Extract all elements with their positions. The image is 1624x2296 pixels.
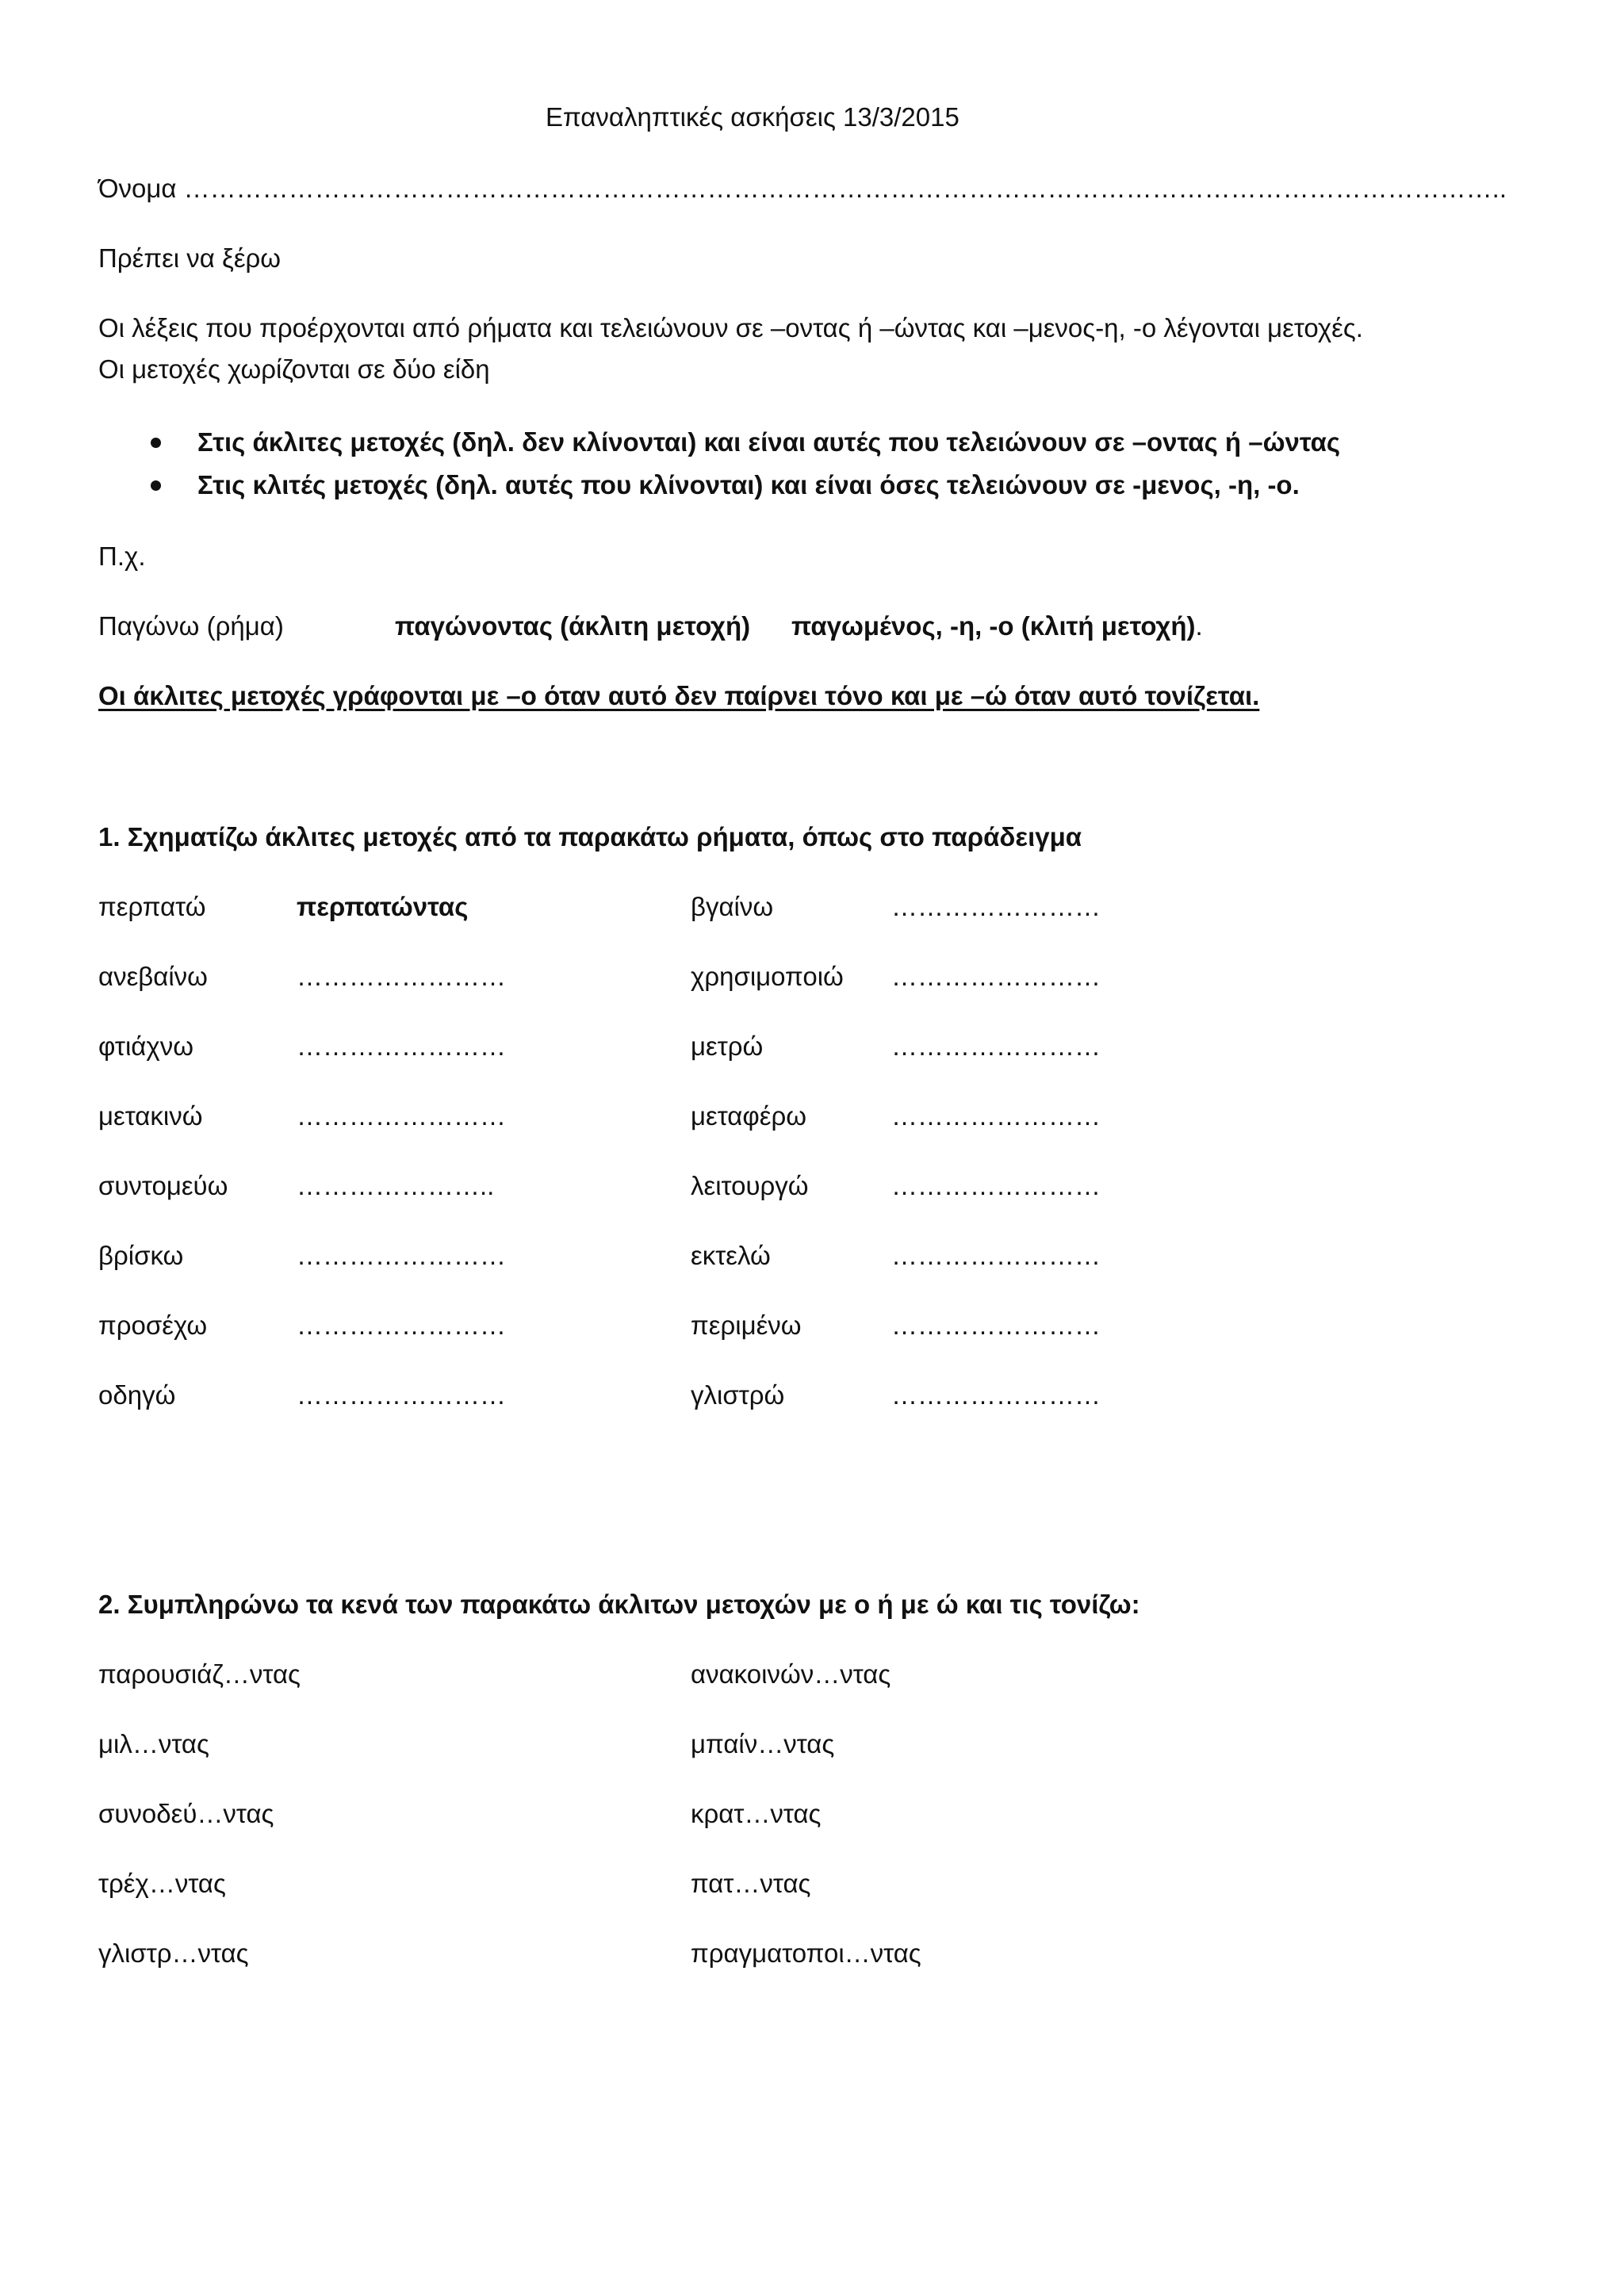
- exercise-1-answer-left: …………………..: [297, 1171, 495, 1200]
- exercise-1-verb-left: φτιάχνω: [98, 1031, 193, 1061]
- know-heading: Πρέπει να ξέρω: [98, 243, 282, 273]
- exercise-1-answer-left: ……………………: [297, 1311, 506, 1340]
- exercise-1-verb-left: προσέχω: [98, 1311, 208, 1340]
- exercise-1-verb-left: ανεβαίνω: [98, 962, 208, 991]
- exercise-1-verb-left: βρίσκω: [98, 1241, 184, 1270]
- exercise-1-answer-right: ……………………: [891, 1380, 1101, 1410]
- exercise-1-verb-left: περπατώ: [98, 892, 206, 921]
- exercise-1-verb-right: χρησιμοποιώ: [691, 962, 844, 991]
- exercise-1-verb-right: εκτελώ: [691, 1241, 771, 1270]
- exercise-1-verb-left: οδηγώ: [98, 1380, 176, 1410]
- exercise-1-answer-left: ……………………: [297, 1241, 506, 1270]
- exercise-2-item-right: κρατ…ντας: [691, 1799, 822, 1828]
- intro-line-1: Οι λέξεις που προέρχονται από ρήματα και τελειώνουν σε –οντας ή –ώντας και –μενος-η, -ο λέγονται μετοχές.: [98, 313, 1363, 342]
- exercise-1-heading: 1. Σχηματίζω άκλιτες μετοχές από τα παρακάτω ρήματα, όπως στο παράδειγμα: [98, 822, 1082, 851]
- example-verb: Παγώνω (ρήμα): [98, 611, 284, 641]
- exercise-1-answer-right: ……………………: [891, 1241, 1101, 1270]
- exercise-1-verb-left: συντομεύω: [98, 1171, 228, 1200]
- exercise-1-verb-right: γλιστρώ: [691, 1380, 785, 1410]
- exercise-2-item-left: τρέχ…ντας: [98, 1869, 226, 1898]
- exercise-2-item-left: γλιστρ…ντας: [98, 1938, 249, 1968]
- example-period: .: [1195, 611, 1203, 641]
- exercise-1-answer-right: ……………………: [891, 1311, 1101, 1340]
- bullet-declinable: Στις κλιτές μετοχές (δηλ. αυτές που κλίνονται) και είναι όσες τελειώνουν σε -μενος, -η, -ο.: [197, 470, 1300, 499]
- bullet-dot-icon: [151, 438, 161, 448]
- exercise-1-verb-left: μετακινώ: [98, 1101, 203, 1131]
- exercise-1-verb-right: μετρώ: [691, 1031, 764, 1061]
- example-declinable-wrap: [791, 610, 1203, 642]
- exercise-1-answer-right: ……………………: [891, 1171, 1101, 1200]
- exercise-1-answer-left: περπατώντας: [297, 892, 469, 921]
- exercise-1-verb-right: μεταφέρω: [691, 1101, 807, 1131]
- bullet-indeclinable: Στις άκλιτες μετοχές (δηλ. δεν κλίνονται) και είναι αυτές που τελειώνουν σε –οντας ή –ώντας: [197, 427, 1341, 457]
- name-line: Όνομα ……………………………………………………………………………………………………………………………………..: [98, 174, 1507, 203]
- exercise-1-answer-right: ……………………: [891, 962, 1101, 991]
- bullet-dot-icon: [151, 480, 161, 491]
- exercise-1-answer-right: ……………………: [891, 1101, 1101, 1131]
- intro-line-2: Οι μετοχές χωρίζονται σε δύο είδη: [98, 354, 490, 384]
- exercise-1-answer-left: ……………………: [297, 1380, 506, 1410]
- exercise-1-answer-left: ……………………: [297, 1101, 506, 1131]
- exercise-2-heading: 2. Συμπληρώνω τα κενά των παρακάτω άκλιτων μετοχών με ο ή με ώ και τις τονίζω:: [98, 1590, 1140, 1619]
- exercise-1-answer-left: ……………………: [297, 962, 506, 991]
- exercise-2-item-left: συνοδεύ…ντας: [98, 1799, 274, 1828]
- exercise-1-answer-left: ……………………: [297, 1031, 506, 1061]
- example-declinable: παγωμένος, -η, -ο (κλιτή μετοχή): [791, 611, 1196, 641]
- exercise-2-item-right: ανακοινών…ντας: [691, 1659, 891, 1689]
- exercise-1-answer-right: ……………………: [891, 1031, 1101, 1061]
- exercise-2-item-right: πατ…ντας: [691, 1869, 811, 1898]
- exercise-2-item-right: πραγματοποι…ντας: [691, 1938, 921, 1968]
- example-indeclinable: παγώνοντας (άκλιτη μετοχή): [395, 611, 751, 641]
- example-label: Π.χ.: [98, 541, 146, 571]
- exercise-2-item-left: παρουσιάζ…ντας: [98, 1659, 301, 1689]
- exercise-1-answer-right: ……………………: [891, 892, 1101, 921]
- exercise-1-verb-right: λειτουργώ: [691, 1171, 809, 1200]
- spelling-rule: Οι άκλιτες μετοχές γράφονται με –ο όταν αυτό δεν παίρνει τόνο και με –ώ όταν αυτό τονίζεται.: [98, 681, 1260, 710]
- exercise-1-verb-right: περιμένω: [691, 1311, 802, 1340]
- exercise-2-item-left: μιλ…ντας: [98, 1729, 209, 1758]
- page-title: Επαναληπτικές ασκήσεις 13/3/2015: [546, 102, 959, 132]
- exercise-2-item-right: μπαίν…ντας: [691, 1729, 835, 1758]
- exercise-1-verb-right: βγαίνω: [691, 892, 774, 921]
